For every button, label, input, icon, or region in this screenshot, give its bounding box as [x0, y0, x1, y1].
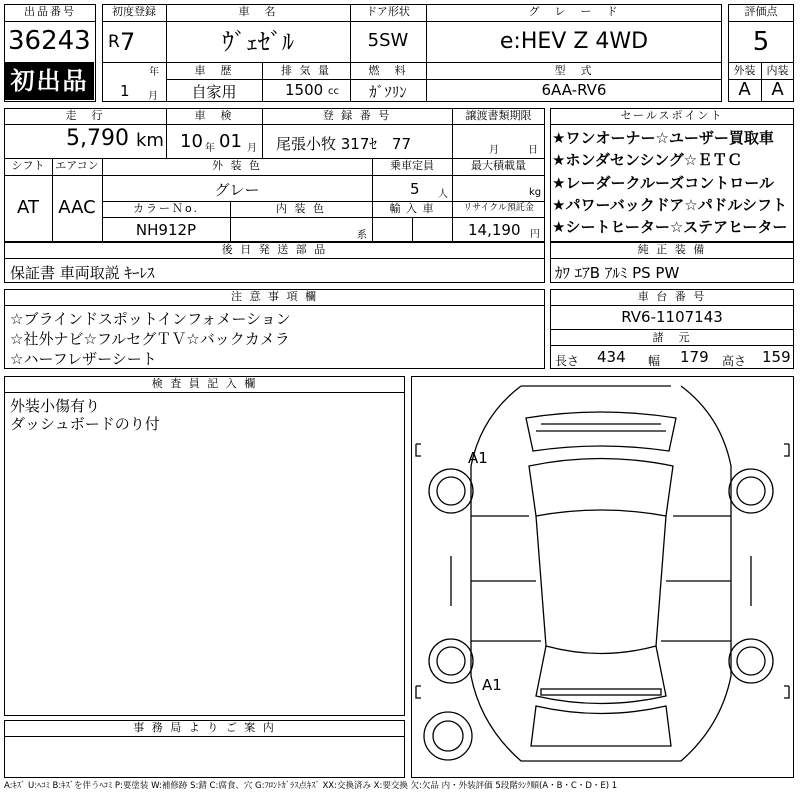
- capacity-value: 5: [410, 180, 420, 198]
- import-label: 輸 入 車: [389, 202, 435, 215]
- diagram-rear-mark: A1: [482, 676, 502, 694]
- height-value: 159: [762, 348, 791, 366]
- equipment-label: 純 正 装 備: [637, 243, 707, 256]
- first-listing-badge: 初出品: [5, 62, 94, 100]
- inspection-year: 10: [180, 131, 203, 152]
- lot-label: 出品番号: [24, 5, 76, 18]
- first-reg-label: 初度登録: [112, 5, 156, 18]
- transfer-day-unit: 日: [528, 145, 538, 156]
- inspection-label: 車 検: [194, 109, 234, 122]
- length-label: 長さ: [555, 354, 580, 368]
- mileage-value: 5,790: [66, 126, 129, 151]
- first-reg-year: 7: [120, 28, 136, 56]
- score-value: 5: [752, 27, 770, 57]
- chassis-label: 車 台 番 号: [637, 290, 707, 303]
- int-color-label: 内 装 色: [276, 202, 326, 215]
- color-no-label: カラーＮo.: [132, 202, 200, 215]
- car-diagram: [411, 376, 794, 778]
- notes-line-3: ☆ハーフレザーシート: [10, 350, 157, 368]
- ext-grade-value: A: [738, 79, 751, 100]
- transfer-month-unit: 月: [489, 145, 499, 156]
- displacement-unit: cc: [328, 86, 339, 97]
- aircon-value: AAC: [58, 197, 96, 218]
- displacement-value: 1500: [285, 81, 324, 99]
- recycle-label: リサイクル預託金: [463, 203, 534, 213]
- history-value: 自家用: [191, 83, 237, 101]
- capacity-unit: 人: [438, 189, 448, 200]
- first-reg-month-unit: 月: [148, 91, 158, 102]
- lot-number: 36243: [8, 26, 91, 56]
- sales-point-2: ★ホンダセンシング☆ＥＴＣ: [552, 151, 743, 169]
- diagram-front-mark: A1: [468, 449, 488, 467]
- door-label: ドア形状: [366, 5, 410, 18]
- sales-point-4: ★パワーバックドア☆パドルシフト: [552, 196, 788, 214]
- later-parts-value: 保証書 車両取説 ｷｰﾚｽ: [10, 264, 155, 282]
- first-reg-era: R: [108, 32, 120, 52]
- fuel-label: 燃 料: [368, 64, 408, 77]
- history-label: 車 歴: [194, 64, 234, 77]
- inspection-month-unit: 月: [247, 143, 257, 154]
- plate-label: 登 録 番 号: [322, 109, 392, 122]
- inspection-month: 01: [219, 131, 242, 152]
- first-reg-month: 1: [120, 82, 130, 100]
- first-reg-year-unit: 年: [149, 67, 159, 78]
- later-parts-label: 後 日 発 送 部 品: [221, 243, 328, 256]
- int-grade-label: 内装: [766, 64, 789, 77]
- plate-value: 尾張小牧 317ｾ 77: [276, 135, 411, 153]
- notes-line-1: ☆ブラインドスポットインフォメーション: [10, 310, 291, 328]
- color-no-value: NH912P: [135, 221, 197, 239]
- ext-color-label: 外 装 色: [212, 159, 262, 172]
- aircon-label: エアコン: [55, 159, 99, 172]
- sales-point-5: ★シートヒーター☆ステアヒーター: [552, 218, 788, 236]
- score-label: 評価点: [744, 5, 778, 18]
- inspector-label: 検 査 員 記 入 欄: [151, 377, 258, 390]
- office-label: 事 務 局 よ り ご 案 内: [133, 721, 276, 734]
- max-load-unit: kg: [529, 187, 542, 198]
- mileage-label: 走 行: [65, 109, 105, 122]
- notes-label: 注 意 事 項 欄: [231, 290, 318, 303]
- mileage-unit: km: [136, 130, 164, 151]
- transfer-label: 譲渡書類期限: [465, 109, 532, 122]
- inspector-line-2: ダッシュボードのり付: [10, 415, 160, 433]
- fuel-value: ｶﾞｿﾘﾝ: [369, 83, 407, 101]
- sales-point-3: ★レーダークルーズコントロール: [552, 174, 774, 192]
- int-color-unit: 系: [357, 230, 367, 241]
- length-value: 434: [597, 348, 626, 366]
- max-load-label: 最大積載量: [471, 159, 526, 172]
- recycle-value: 14,190: [468, 221, 521, 239]
- grade-label: グ レ ー ド: [528, 5, 620, 18]
- sales-point-1: ★ワンオーナー☆ユーザー買取車: [552, 129, 774, 147]
- specs-label: 諸 元: [652, 331, 692, 344]
- damage-legend: A:ｷｽﾞ U:ﾍｺﾐ B:ｷｽﾞを伴うﾍｺﾐ P:要塗装 W:補修跡 S:錆 C:腐食、穴 G:ﾌﾛﾝﾄｶﾞﾗｽ点ｷｽﾞ XX:交換済み X:要交換 欠:欠品 内・外装評価 5段階ﾗﾝｸ順(A・B・C・D・E) 1: [4, 781, 618, 791]
- car-name: ｳﾞｪｾﾞﾙ: [222, 28, 294, 56]
- ext-color-value: グレー: [214, 181, 260, 199]
- inspection-year-unit: 年: [205, 143, 215, 154]
- door-value: 5SW: [367, 30, 409, 51]
- ext-grade-label: 外装: [733, 64, 756, 77]
- notes-line-2: ☆社外ナビ☆フルセグＴＶ☆バックカメラ: [10, 330, 290, 348]
- model-label: 型 式: [554, 64, 594, 77]
- capacity-label: 乗車定員: [390, 159, 434, 172]
- sales-points-label: セールスポイント: [620, 109, 724, 122]
- equipment-value: ｶﾜ ｴｱB ｱﾙﾐ PS PW: [555, 264, 680, 282]
- width-label: 幅: [648, 354, 661, 368]
- height-label: 高さ: [722, 354, 747, 368]
- inspector-line-1: 外装小傷有り: [10, 397, 101, 415]
- model-value: 6AA-RV6: [541, 81, 607, 99]
- shift-value: AT: [17, 197, 39, 218]
- grade-value: e:HEV Z 4WD: [499, 29, 649, 54]
- int-grade-value: A: [771, 79, 784, 100]
- width-value: 179: [680, 348, 709, 366]
- chassis-value: RV6-1107143: [621, 308, 723, 326]
- displacement-label: 排 気 量: [281, 64, 331, 77]
- car-name-label: 車 名: [238, 5, 278, 18]
- shift-label: シフト: [11, 159, 45, 172]
- recycle-unit: 円: [530, 229, 540, 240]
